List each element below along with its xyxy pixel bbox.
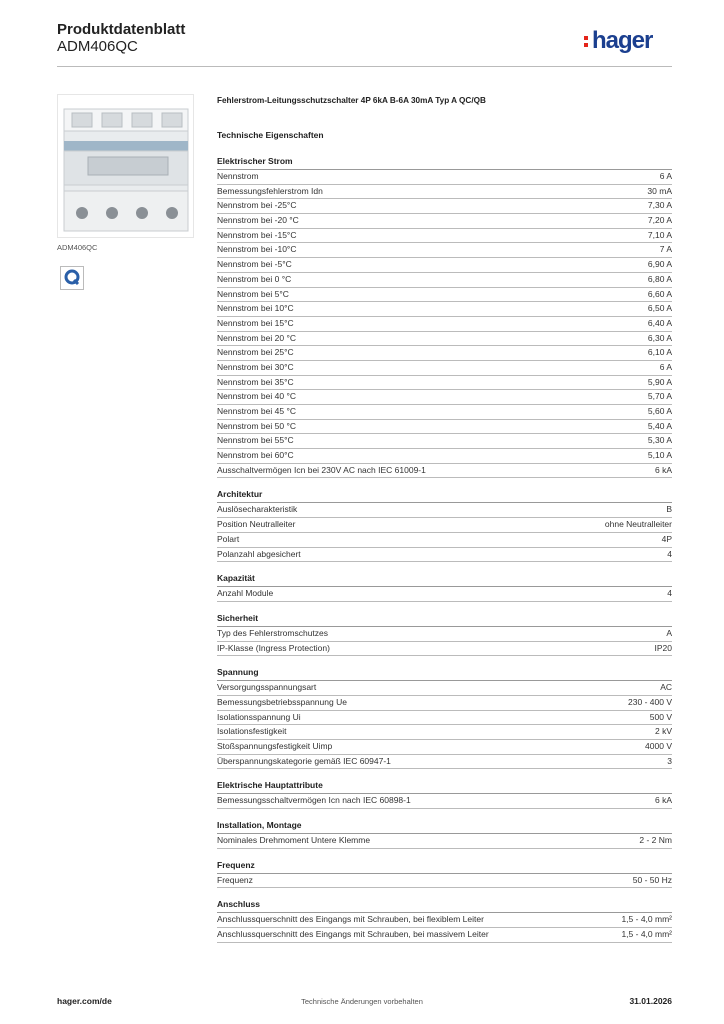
- spec-value: 4: [667, 588, 672, 599]
- spec-value: 6,60 A: [647, 288, 672, 299]
- spec-heading: Technische Eigenschaften: [217, 130, 324, 140]
- spec-label: Position Neutralleiter: [217, 519, 296, 530]
- spec-row: [217, 533, 672, 548]
- section-title: Frequenz: [217, 860, 672, 874]
- spec-value: 4000 V: [645, 741, 672, 751]
- spec-row: [217, 420, 672, 435]
- spec-label: Nominales Drehmoment Untere Klemme: [217, 835, 371, 846]
- spec-row: [217, 170, 672, 185]
- spec-value: 5,70 A: [647, 391, 672, 402]
- spec-label: Bemessungsfehlerstrom Idn: [217, 185, 323, 196]
- section-title: Sicherheit: [217, 613, 672, 627]
- spec-label: Stoßspannungsfestigkeit Uimp: [217, 741, 333, 751]
- section-gap: [217, 849, 672, 860]
- image-caption: ADM406QC: [57, 243, 98, 252]
- spec-label: Bemessungsschaltvermögen Icn nach IEC 60898-1: [217, 795, 411, 806]
- section-title: Kapazität: [217, 573, 672, 587]
- spec-row: [217, 518, 672, 533]
- spec-value: 5,60 A: [647, 406, 672, 416]
- spec-value: 7,30 A: [647, 200, 672, 211]
- spec-value: B: [666, 504, 672, 515]
- spec-row: [217, 711, 672, 726]
- spec-value: 6 kA: [654, 795, 672, 806]
- spec-row: [217, 874, 672, 889]
- spec-row: [217, 302, 672, 317]
- spec-row: [217, 913, 672, 928]
- spec-row: [217, 794, 672, 809]
- spec-row: [217, 346, 672, 361]
- spec-row: [217, 229, 672, 244]
- spec-label: Nennstrom bei 5°C: [217, 288, 289, 299]
- spec-label: Typ des Fehlerstromschutzes: [217, 627, 329, 638]
- spec-row: [217, 548, 672, 563]
- spec-sections: [217, 156, 672, 943]
- spec-row: [217, 755, 672, 770]
- spec-row: [217, 627, 672, 642]
- spec-row: [217, 199, 672, 214]
- spec-value: 6,10 A: [647, 347, 672, 358]
- section-gap: [217, 656, 672, 667]
- spec-value: 4P: [661, 533, 672, 544]
- spec-row: [217, 434, 672, 449]
- spec-row: [217, 361, 672, 376]
- spec-label: Frequenz: [217, 874, 253, 885]
- section-gap: [217, 809, 672, 820]
- product-image: [57, 94, 194, 238]
- spec-label: Nennstrom bei 40 °C: [217, 391, 296, 402]
- breaker-illustration-icon: [58, 95, 193, 237]
- footer-notice: Technische Änderungen vorbehalten: [301, 997, 423, 1006]
- spec-value: 5,30 A: [647, 435, 672, 446]
- spec-label: Nennstrom bei 30°C: [217, 361, 294, 372]
- spec-value: 2 - 2 Nm: [639, 835, 672, 846]
- hager-logo: hager: [592, 27, 653, 54]
- spec-value: 6,40 A: [647, 317, 672, 328]
- spec-label: Nennstrom bei 35°C: [217, 376, 294, 387]
- spec-value: IP20: [654, 642, 672, 653]
- spec-label: Nennstrom bei -15°C: [217, 229, 297, 240]
- spec-row: [217, 464, 672, 479]
- spec-label: Nennstrom bei -20 °C: [217, 215, 299, 226]
- spec-row: [217, 214, 672, 229]
- section-gap: [217, 769, 672, 780]
- spec-row: [217, 740, 672, 755]
- spec-label: Nennstrom bei 50 °C: [217, 420, 296, 431]
- spec-row: [217, 449, 672, 464]
- spec-row: [217, 696, 672, 711]
- spec-label: Nennstrom: [217, 171, 259, 181]
- product-description: Fehlerstrom-Leitungsschutzschalter 4P 6kA B-6A 30mA Typ A QC/QB: [217, 96, 486, 105]
- spec-row: [217, 243, 672, 258]
- spec-row: [217, 273, 672, 288]
- spec-label: Polart: [217, 533, 240, 544]
- spec-value: 3: [667, 755, 672, 766]
- section-gap: [217, 478, 672, 489]
- spec-row: [217, 928, 672, 943]
- spec-row: [217, 185, 672, 200]
- spec-value: 6,50 A: [647, 303, 672, 314]
- spec-value: 6,30 A: [647, 332, 672, 343]
- spec-value: 2 kV: [654, 726, 672, 737]
- spec-value: 6 A: [659, 361, 672, 372]
- spec-row: [217, 258, 672, 273]
- section-gap: [217, 562, 672, 573]
- spec-row: [217, 332, 672, 347]
- spec-row: [217, 587, 672, 602]
- spec-value: 6,80 A: [647, 273, 672, 284]
- spec-row: [217, 834, 672, 849]
- section-gap: [217, 602, 672, 613]
- quality-seal-icon: [60, 266, 84, 290]
- section-title: Spannung: [217, 667, 672, 681]
- footer-date: 31.01.2026: [629, 996, 672, 1006]
- spec-value: 1,5 - 4,0 mm²: [621, 914, 672, 925]
- spec-value: 7,20 A: [647, 215, 672, 226]
- section-title: Installation, Montage: [217, 820, 672, 834]
- spec-row: [217, 376, 672, 391]
- spec-value: 5,40 A: [647, 420, 672, 431]
- spec-label: Versorgungsspannungsart: [217, 682, 317, 693]
- spec-label: Anschlussquerschnitt des Eingangs mit Schrauben, bei flexiblem Leiter: [217, 914, 484, 925]
- spec-label: Nennstrom bei -5°C: [217, 259, 292, 270]
- spec-label: Isolationsfestigkeit: [217, 726, 287, 737]
- spec-row: [217, 642, 672, 657]
- spec-label: IP-Klasse (Ingress Protection): [217, 642, 330, 653]
- section-title: Elektrischer Strom: [217, 156, 672, 170]
- product-code: ADM406QC: [57, 38, 138, 55]
- spec-label: Ausschaltvermögen Icn bei 230V AC nach IEC 61009-1: [217, 464, 426, 475]
- spec-value: 6 A: [659, 171, 672, 181]
- spec-row: [217, 317, 672, 332]
- spec-value: 500 V: [649, 711, 672, 722]
- spec-label: Nennstrom bei 20 °C: [217, 332, 296, 343]
- spec-value: 1,5 - 4,0 mm²: [621, 929, 672, 940]
- spec-label: Anschlussquerschnitt des Eingangs mit Schrauben, bei massivem Leiter: [217, 929, 489, 940]
- spec-row: [217, 288, 672, 303]
- spec-label: Nennstrom bei 60°C: [217, 450, 294, 461]
- spec-label: Polanzahl abgesichert: [217, 548, 301, 559]
- spec-row: [217, 725, 672, 740]
- section-title: Elektrische Hauptattribute: [217, 780, 672, 794]
- spec-row: [217, 503, 672, 518]
- spec-value: AC: [660, 682, 672, 693]
- spec-value: 6,90 A: [647, 259, 672, 270]
- spec-label: Nennstrom bei -25°C: [217, 200, 297, 211]
- spec-value: ohne Neutralleiter: [604, 519, 672, 530]
- spec-label: Nennstrom bei 0 °C: [217, 273, 292, 284]
- spec-value: 50 - 50 Hz: [632, 874, 672, 885]
- spec-value: 7,10 A: [647, 229, 672, 240]
- spec-row: [217, 390, 672, 405]
- spec-sheet: [217, 96, 672, 943]
- spec-label: Anzahl Module: [217, 588, 274, 599]
- spec-value: 5,10 A: [647, 450, 672, 461]
- spec-value: A: [666, 627, 672, 638]
- spec-label: Auslösecharakteristik: [217, 504, 298, 515]
- spec-value: 230 - 400 V: [628, 696, 672, 707]
- logo-dots-icon: [584, 36, 589, 50]
- spec-label: Nennstrom bei 10°C: [217, 303, 294, 314]
- spec-label: Isolationsspannung Ui: [217, 711, 301, 722]
- spec-row: [217, 405, 672, 420]
- section-title: Anschluss: [217, 899, 672, 913]
- spec-value: 4: [667, 548, 672, 559]
- section-title: Architektur: [217, 489, 672, 503]
- section-gap: [217, 888, 672, 899]
- spec-label: Nennstrom bei 45 °C: [217, 406, 296, 416]
- spec-label: Bemessungsbetriebsspannung Ue: [217, 696, 347, 707]
- spec-label: Nennstrom bei 15°C: [217, 317, 294, 328]
- spec-value: 30 mA: [647, 185, 672, 196]
- spec-value: 7 A: [659, 244, 672, 255]
- spec-label: Nennstrom bei -10°C: [217, 244, 297, 255]
- header-divider: [57, 66, 672, 67]
- spec-value: 6 kA: [654, 464, 672, 475]
- spec-label: Nennstrom bei 55°C: [217, 435, 294, 446]
- spec-label: Überspannungskategorie gemäß IEC 60947-1: [217, 755, 391, 766]
- page-title: Produktdatenblatt: [57, 21, 186, 38]
- spec-value: 5,90 A: [647, 376, 672, 387]
- spec-label: Nennstrom bei 25°C: [217, 347, 294, 358]
- footer-website: hager.com/de: [57, 996, 112, 1006]
- spec-row: [217, 681, 672, 696]
